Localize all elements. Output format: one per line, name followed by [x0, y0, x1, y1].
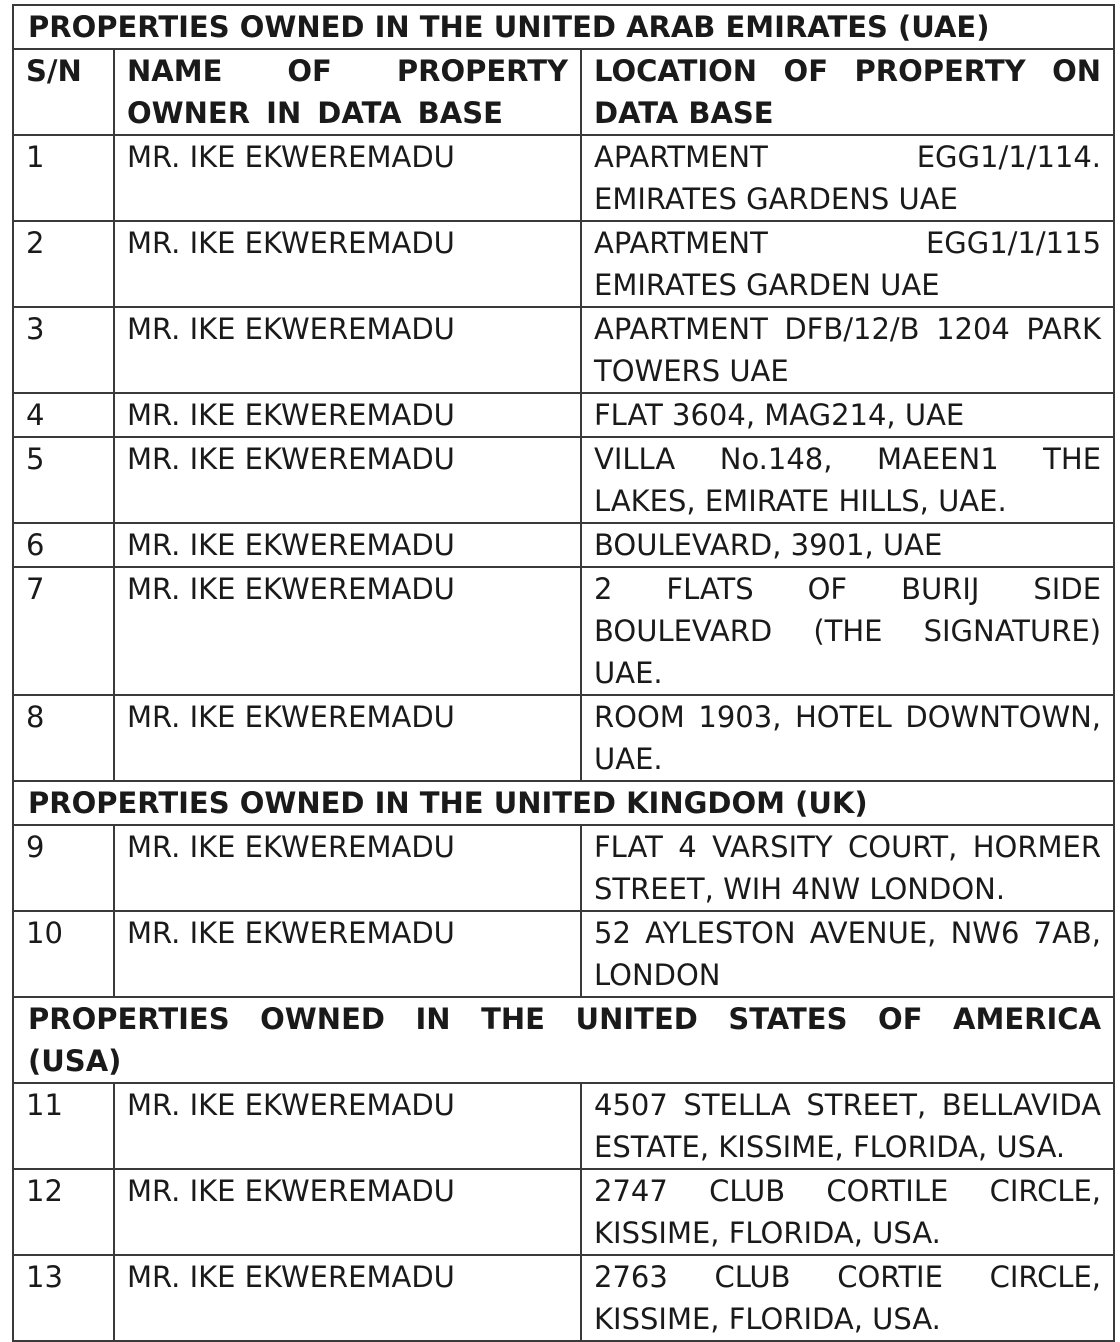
cell-location: FLAT 3604, MAG214, UAE [581, 393, 1114, 437]
cell-location: 2763 CLUB CORTIE CIRCLE, KISSIME, FLORIDA, USA. [581, 1255, 1114, 1341]
section-title-uk: PROPERTIES OWNED IN THE UNITED KINGDOM (UK) [13, 781, 1114, 825]
cell-location: APARTMENT EGG1/1/115 EMIRATES GARDEN UAE [581, 221, 1114, 307]
cell-owner: MR. IKE EKWEREMADU [114, 221, 581, 307]
table-row [13, 307, 1114, 393]
table-row [13, 1169, 1114, 1255]
table-row [13, 437, 1114, 523]
cell-sn: 7 [13, 567, 114, 695]
cell-owner: MR. IKE EKWEREMADU [114, 1083, 581, 1169]
table-row [13, 135, 1114, 221]
cell-owner: MR. IKE EKWEREMADU [114, 307, 581, 393]
cell-sn: 2 [13, 221, 114, 307]
cell-sn: 13 [13, 1255, 114, 1341]
table-row [13, 1083, 1114, 1169]
cell-location: APARTMENT DFB/12/B 1204 PARK TOWERS UAE [581, 307, 1114, 393]
cell-sn: 10 [13, 911, 114, 997]
cell-location: ROOM 1903, HOTEL DOWNTOWN, UAE. [581, 695, 1114, 781]
cell-owner: MR. IKE EKWEREMADU [114, 393, 581, 437]
cell-sn: 11 [13, 1083, 114, 1169]
cell-location: FLAT 4 VARSITY COURT, HORMER STREET, WIH 4NW LONDON. [581, 825, 1114, 911]
cell-sn: 3 [13, 307, 114, 393]
cell-sn: 1 [13, 135, 114, 221]
cell-location: BOULEVARD, 3901, UAE [581, 523, 1114, 567]
table-row [13, 221, 1114, 307]
table-row [13, 567, 1114, 695]
properties-document [12, 4, 1113, 1342]
cell-location: 2 FLATS OF BURIJ SIDE BOULEVARD (THE SIGNATURE) UAE. [581, 567, 1114, 695]
section-title-usa-row [13, 997, 1114, 1083]
cell-owner: MR. IKE EKWEREMADU [114, 911, 581, 997]
table-row [13, 393, 1114, 437]
cell-owner: MR. IKE EKWEREMADU [114, 523, 581, 567]
table-row [13, 825, 1114, 911]
cell-owner: MR. IKE EKWEREMADU [114, 567, 581, 695]
cell-owner: MR. IKE EKWEREMADU [114, 825, 581, 911]
properties-table [12, 4, 1115, 1342]
cell-sn: 8 [13, 695, 114, 781]
cell-owner: MR. IKE EKWEREMADU [114, 695, 581, 781]
cell-owner: MR. IKE EKWEREMADU [114, 135, 581, 221]
cell-sn: 6 [13, 523, 114, 567]
section-title-uae: PROPERTIES OWNED IN THE UNITED ARAB EMIRATES (UAE) [13, 5, 1114, 49]
cell-sn: 4 [13, 393, 114, 437]
cell-sn: 9 [13, 825, 114, 911]
header-location: LOCATION OF PROPERTY ON DATA BASE [581, 49, 1114, 135]
cell-sn: 5 [13, 437, 114, 523]
table-row [13, 911, 1114, 997]
table-row [13, 1255, 1114, 1341]
section-title-usa: PROPERTIES OWNED IN THE UNITED STATES OF AMERICA (USA) [13, 997, 1114, 1083]
header-sn: S/N [13, 49, 114, 135]
table-header-row [13, 49, 1114, 135]
cell-location: 4507 STELLA STREET, BELLAVIDA ESTATE, KISSIME, FLORIDA, USA. [581, 1083, 1114, 1169]
table-row [13, 523, 1114, 567]
cell-location: APARTMENT EGG1/1/114. EMIRATES GARDENS UAE [581, 135, 1114, 221]
cell-owner: MR. IKE EKWEREMADU [114, 1255, 581, 1341]
cell-location: VILLA No.148, MAEEN1 THE LAKES, EMIRATE HILLS, UAE. [581, 437, 1114, 523]
cell-location: 52 AYLESTON AVENUE, NW6 7AB, LONDON [581, 911, 1114, 997]
section-title-uk-row [13, 781, 1114, 825]
section-title-uae-row [13, 5, 1114, 49]
cell-location: 2747 CLUB CORTILE CIRCLE, KISSIME, FLORIDA, USA. [581, 1169, 1114, 1255]
cell-sn: 12 [13, 1169, 114, 1255]
table-row [13, 695, 1114, 781]
cell-owner: MR. IKE EKWEREMADU [114, 437, 581, 523]
cell-owner: MR. IKE EKWEREMADU [114, 1169, 581, 1255]
header-owner: NAME OF PROPERTY OWNER IN DATA BASE [114, 49, 581, 135]
